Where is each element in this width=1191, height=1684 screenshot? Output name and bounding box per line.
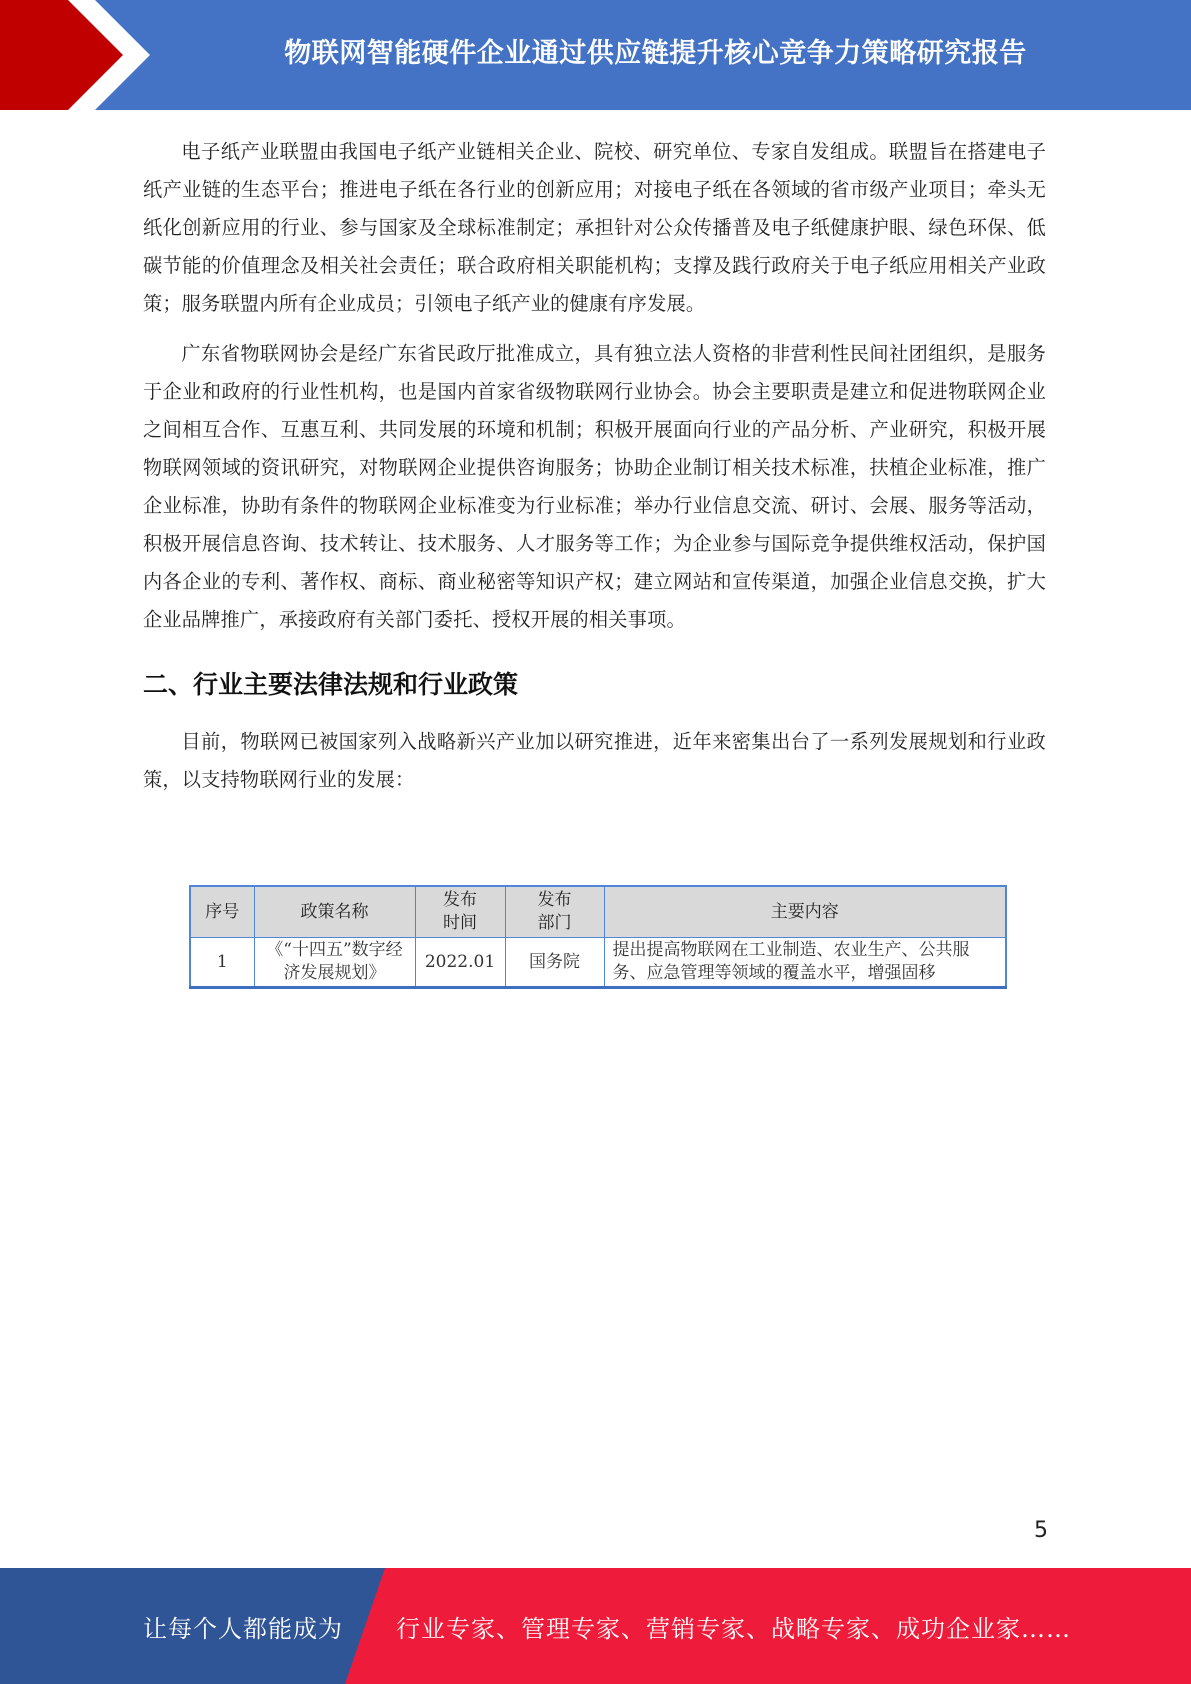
header-main-content: 主要内容 [604, 886, 1006, 938]
main-content [143, 133, 1046, 799]
header-release-date: 发布 时间 [415, 886, 505, 938]
page-footer [0, 1568, 1191, 1684]
cell-main-content: 提出提高物联网在工业制造、农业生产、公共服务、应急管理等领域的覆盖水平，增强固移 [604, 938, 1006, 988]
paragraph-guangdong-iot-association: 广东省物联网协会是经广东省民政厅批准成立，具有独立法人资格的非营利性民间社团组织，是服务于企业和政府的行业性机构，也是国内首家省级物联网行业协会。协会主要职责是建立和促进物联网企业之间相互合作、互惠互利、共同发展的环境和机制；积极开展面向行业的产品分析、产业研究，积极开展物联网领域的资讯研究，对物联网企业提供咨询服务；协助企业制订相关技术标准，扶植企业标准，推广企业标准，协助有条件的物联网企业标准变为行业标准；举办行业信息交流、研讨、会展、服务等活动，积极开展信息咨询、技术转让、技术服务、人才服务等工作；为企业参与国际竞争提供维权活动，保护国内各企业的专利、著作权、商标、商业秘密等知识产权；建立网站和宣传渠道，加强企业信息交换，扩大企业品牌推广，承接政府有关部门委托、授权开展的相关事项。 [143, 342, 1046, 631]
header-chevron-decoration [0, 0, 160, 110]
section-intro: 目前，物联网已被国家列入战略新兴产业加以研究推进，近年来密集出台了一系列发展规划和行业政策，以支持物联网行业的发展： [143, 730, 1046, 791]
cell-release-date: 2022.01 [415, 938, 505, 988]
header-release-dept: 发布 部门 [505, 886, 604, 938]
footer-slogan-right: 行业专家、管理专家、营销专家、战略专家、成功企业家…… [396, 1614, 1071, 1643]
policy-table-container [189, 885, 1005, 989]
table-row [190, 938, 1006, 988]
page-header [0, 0, 1191, 110]
policy-table [189, 885, 1007, 989]
header-index: 序号 [190, 886, 254, 938]
page-number: 5 [1034, 1518, 1048, 1543]
footer-slogan-left: 让每个人都能成为 [143, 1614, 343, 1643]
header-policy-name: 政策名称 [254, 886, 415, 938]
cell-policy-name: 《“十四五”数字经济发展规划》 [254, 938, 415, 988]
cell-release-dept: 国务院 [505, 938, 604, 988]
paragraph-epaper-alliance: 电子纸产业联盟由我国电子纸产业链相关企业、院校、研究单位、专家自发组成。联盟旨在搭建电子纸产业链的生态平台；推进电子纸在各行业的创新应用；对接电子纸在各领域的省市级产业项目；牵头无纸化创新应用的行业、参与国家及全球标准制定；承担针对公众传播普及电子纸健康护眼、绿色环保、低碳节能的价值理念及相关社会责任；联合政府相关职能机构；支撑及践行政府关于电子纸应用相关产业政策；服务联盟内所有企业成员；引领电子纸产业的健康有序发展。 [143, 140, 1046, 315]
report-title: 物联网智能硬件企业通过供应链提升核心竞争力策略研究报告 [284, 37, 1027, 69]
section-heading: 二、行业主要法律法规和行业政策 [143, 670, 519, 699]
table-header-row [190, 886, 1006, 938]
cell-index: 1 [190, 938, 254, 988]
